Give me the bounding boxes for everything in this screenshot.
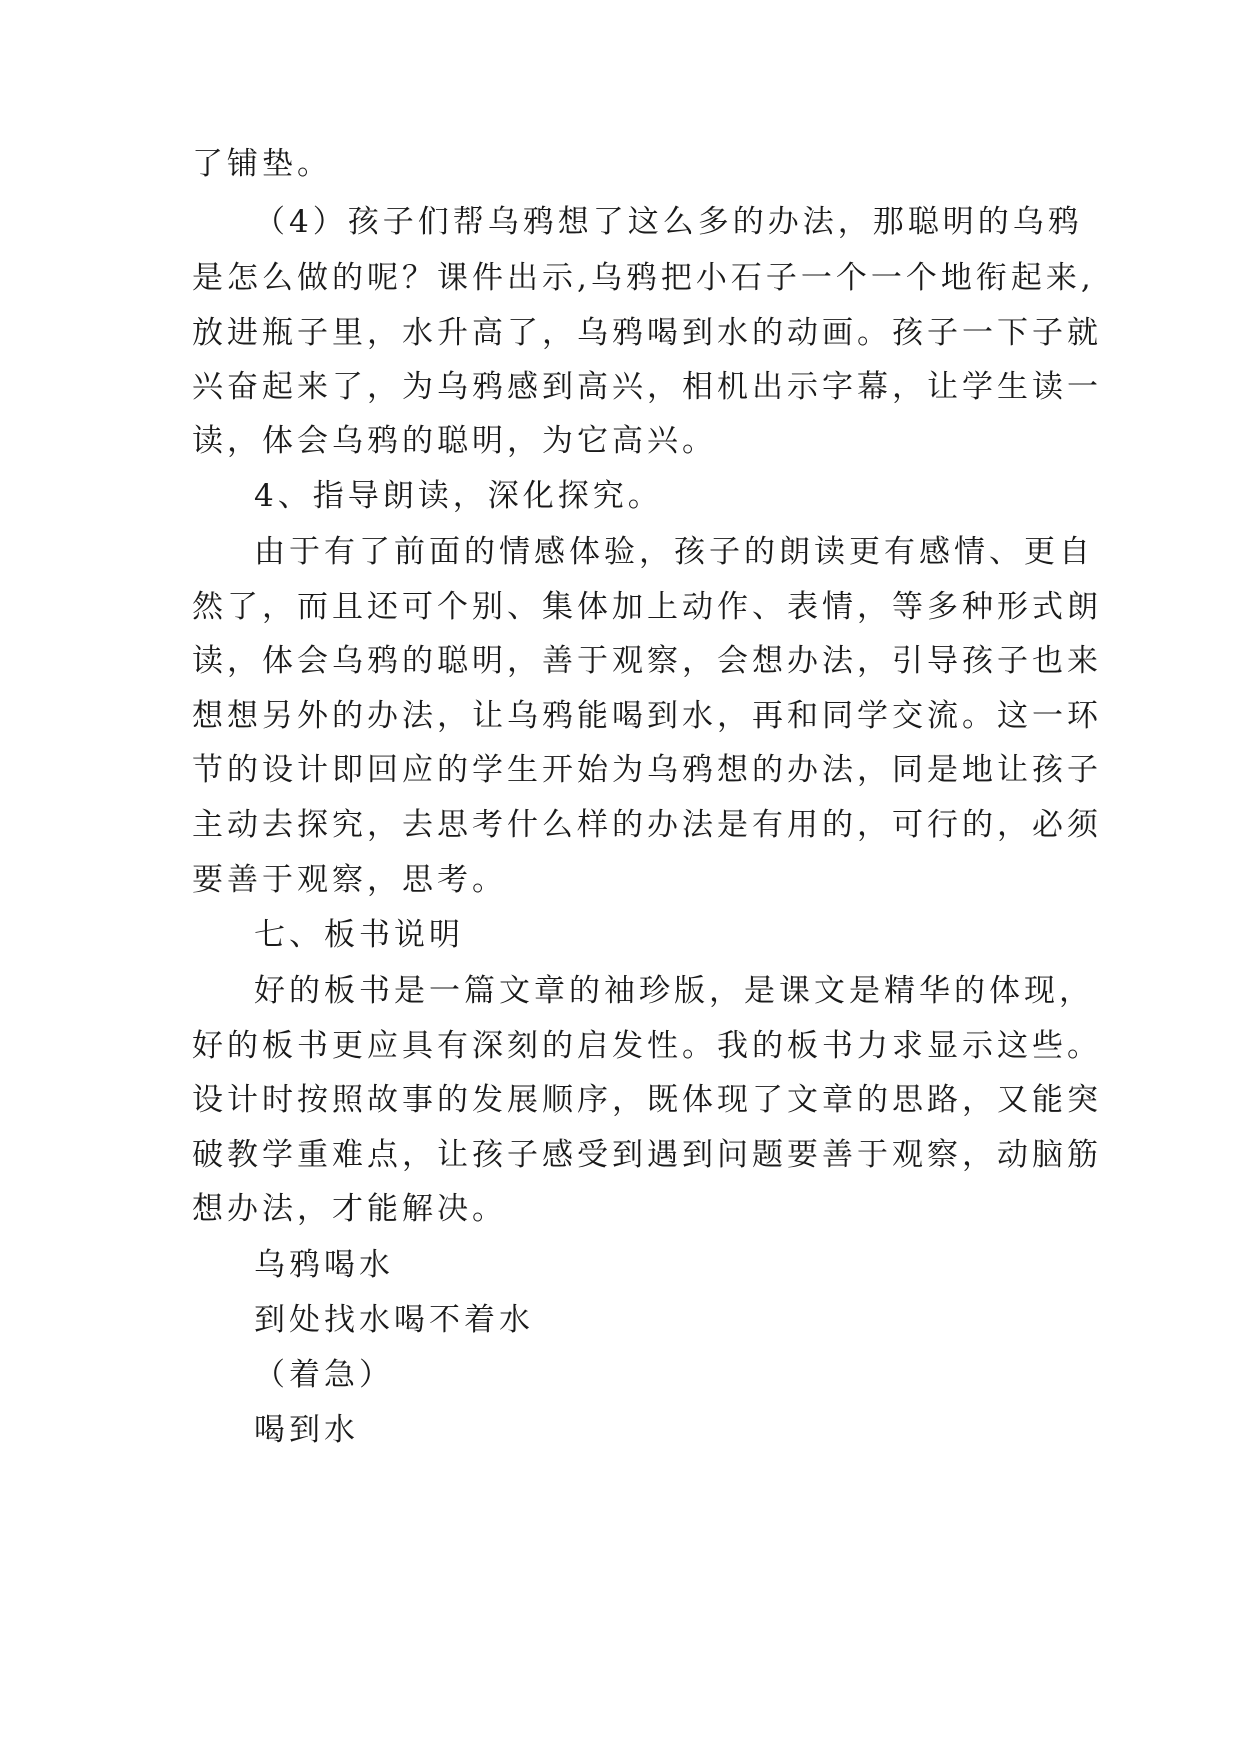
board-title: 乌鸦喝水 (254, 1247, 394, 1283)
paragraph-line-12: 主动去探究，去思考什么样的办法是有用的，可行的，必须 (192, 807, 1102, 843)
paragraph-line-7: 由于有了前面的情感体验，孩子的朗读更有感情、更自 (254, 534, 1094, 570)
paragraph-line-17: 破教学重难点，让孩子感受到遇到问题要善于观察，动脑筋 (192, 1137, 1102, 1173)
paragraph-line-14: 好的板书是一篇文章的袖珍版，是课文是精华的体现， (254, 973, 1094, 1009)
paragraph-line-9: 读，体会乌鸦的聪明，善于观察，会想办法，引导孩子也来 (192, 643, 1102, 679)
paragraph-line-1: 了铺垫。 (192, 146, 332, 182)
paragraph-line-5: 兴奋起来了，为乌鸦感到高兴，相机出示字幕，让学生读一 (192, 369, 1102, 405)
paragraph-line-16: 设计时按照故事的发展顺序，既体现了文章的思路，又能突 (192, 1082, 1102, 1118)
paragraph-line-4: 放进瓶子里，水升高了，乌鸦喝到水的动画。孩子一下子就 (192, 315, 1102, 351)
paragraph-line-2: （4）孩子们帮乌鸦想了这么多的办法，那聪明的乌鸦 (254, 204, 1083, 240)
paragraph-line-11: 节的设计即回应的学生开始为乌鸦想的办法，同是地让孩子 (192, 752, 1102, 788)
section-heading-7: 七、板书说明 (254, 917, 464, 953)
section-heading-4: 4、指导朗读，深化探究。 (254, 478, 663, 514)
paragraph-line-18: 想办法，才能解决。 (192, 1191, 507, 1227)
paragraph-line-15: 好的板书更应具有深刻的启发性。我的板书力求显示这些。 (192, 1028, 1102, 1064)
board-line-3: 喝到水 (254, 1412, 359, 1448)
paragraph-line-6: 读，体会乌鸦的聪明，为它高兴。 (192, 423, 717, 459)
paragraph-line-10: 想想另外的办法，让乌鸦能喝到水，再和同学交流。这一环 (192, 698, 1102, 734)
paragraph-line-8: 然了，而且还可个别、集体加上动作、表情，等多种形式朗 (192, 589, 1102, 625)
paragraph-line-13: 要善于观察，思考。 (192, 862, 507, 898)
board-line-1: 到处找水喝不着水 (254, 1302, 534, 1338)
board-line-2: （着急） (254, 1357, 394, 1393)
paragraph-line-3: 是怎么做的呢？课件出示,乌鸦把小石子一个一个地衔起来, (192, 260, 1095, 296)
